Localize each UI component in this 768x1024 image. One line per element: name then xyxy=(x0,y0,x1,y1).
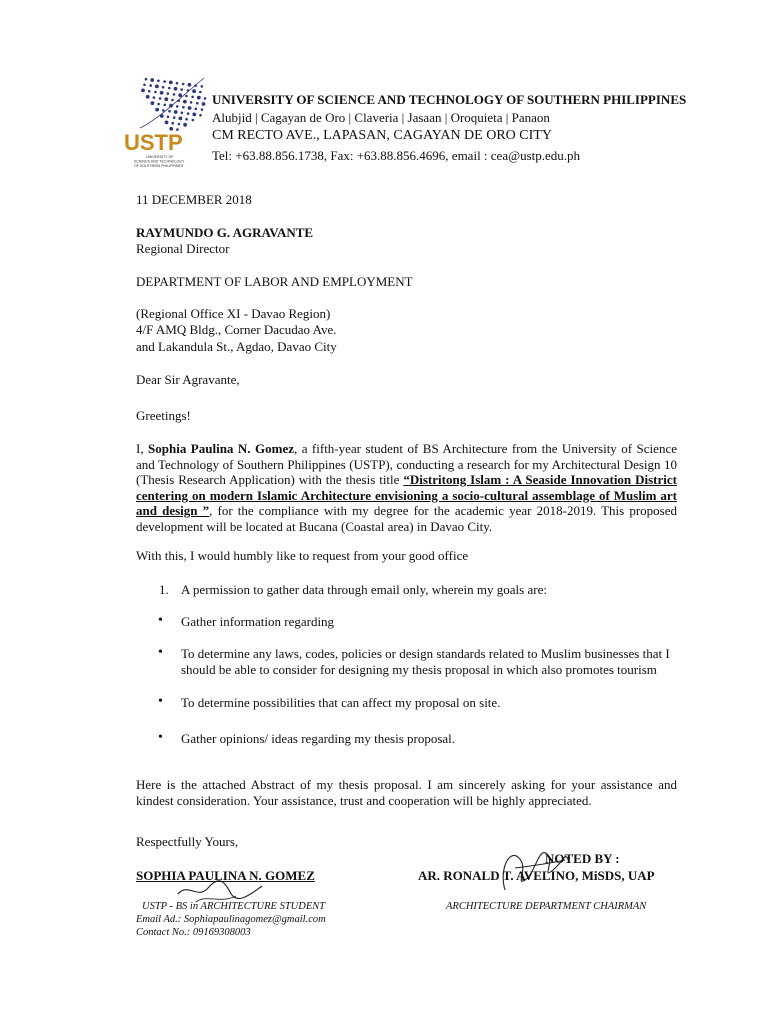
logo-dot xyxy=(181,112,184,115)
logo-dot xyxy=(176,82,179,85)
office-line-3: and Lakandula St., Agdao, Davao City xyxy=(136,339,337,354)
office-line-2: 4/F AMQ Bldg., Corner Dacudao Ave. xyxy=(136,322,337,337)
logo-dot xyxy=(145,78,148,81)
logo-dot xyxy=(174,87,178,91)
list-item-1: A permission to gather data through email only, wherein my goals are: xyxy=(181,582,547,597)
bullet-item-4: Gather opinions/ ideas regarding my thesis proposal. xyxy=(181,731,456,746)
logo-dot xyxy=(183,100,187,104)
logo-dot xyxy=(157,103,160,106)
logo-dot xyxy=(182,106,185,109)
logo-dot xyxy=(192,89,196,93)
ustp-logo xyxy=(120,68,210,173)
logo-dot xyxy=(160,91,164,95)
department-name: DEPARTMENT OF LABOR AND EMPLOYMENT xyxy=(136,274,413,289)
student-contact: Contact No.: 09169308003 xyxy=(136,927,251,938)
logo-dot xyxy=(143,84,146,87)
logo-dot xyxy=(191,96,194,99)
logo-dot xyxy=(178,93,182,97)
body-1-middle: , a fifth-year student of BS Architecture from the University of Science and Technology of Southern Philippines (USTP), conducting a research for my Architectural Design 10 (Thesis Research Application) with the thesis title xyxy=(136,441,677,487)
bullet-marker: • xyxy=(158,645,163,660)
logo-dot xyxy=(202,102,206,106)
university-name: UNIVERSITY OF SCIENCE AND TECHNOLOGY OF SOUTHERN PHILIPPINES xyxy=(212,92,687,107)
logo-dot xyxy=(162,109,165,112)
logo-dot xyxy=(153,96,156,99)
logo-dot xyxy=(171,99,174,102)
chairman-role: ARCHITECTURE DEPARTMENT CHAIRMAN xyxy=(446,901,647,912)
logo-dot xyxy=(196,102,199,105)
logo-subtext-1: UNIVERSITY OF xyxy=(146,155,174,159)
logo-dot xyxy=(192,113,196,117)
logo-dot xyxy=(149,84,152,87)
bullet-marker: • xyxy=(158,730,163,745)
logo-dot xyxy=(187,112,190,115)
logo-dot xyxy=(199,91,202,94)
greeting: Greetings! xyxy=(136,408,191,423)
recipient-title: Regional Director xyxy=(136,241,230,256)
logo-dot xyxy=(192,119,195,122)
logo-subtext-3: OF SOUTHERN PHILIPPINES xyxy=(134,164,184,168)
logo-dot xyxy=(204,97,207,100)
logo-dot xyxy=(185,95,188,98)
logo-dot xyxy=(188,83,192,87)
logo-dot xyxy=(154,91,157,94)
body-paragraph-1 xyxy=(136,441,677,534)
logo-dot xyxy=(148,90,151,93)
university-contact: Tel: +63.88.856.1738, Fax: +63.88.856.4696, email : cea@ustp.edu.ph xyxy=(212,148,581,163)
thesis-title: “Distritong Islam : A Seaside Innovation District centering on modern Islamic Architecture envisioning a socio-cultural assemblage of Muslim art and design ” xyxy=(136,472,677,518)
logo-dot xyxy=(157,80,160,83)
list-number: 1. xyxy=(159,582,169,597)
logo-dot xyxy=(167,92,170,95)
campus-list: Alubjid | Cagayan de Oro | Claveria | Jasaan | Oroquieta | Panaon xyxy=(212,110,550,125)
logo-dot xyxy=(178,123,181,126)
logo-dot xyxy=(164,97,168,101)
logo-dot xyxy=(201,108,204,111)
logo-dot xyxy=(185,118,188,121)
logo-dot xyxy=(176,105,179,108)
logo-dot xyxy=(150,78,154,82)
body-1-end: , for the compliance with my degree for the academic year 2018-2019. This proposed development will be located at Bucana (Coastal area) in Davao City. xyxy=(136,503,677,534)
logo-dot xyxy=(162,86,165,89)
logo-dot xyxy=(168,110,171,113)
logo-dot xyxy=(199,114,202,117)
logo-dot xyxy=(155,85,159,89)
logo-dot xyxy=(173,93,176,96)
letter-date: 11 DECEMBER 2018 xyxy=(136,192,252,207)
logo-dot xyxy=(201,85,204,88)
logo-dot xyxy=(167,116,170,119)
bullet-item-3: To determine possibilities that can affect my proposal on site. xyxy=(181,695,501,710)
logo-dot xyxy=(164,104,167,107)
logo-dot xyxy=(197,96,201,100)
student-role: USTP - BS in ARCHITECTURE STUDENT xyxy=(142,901,326,912)
bullet-marker: • xyxy=(158,694,163,709)
student-name-inline: Sophia Paulina N. Gomez xyxy=(148,441,294,456)
noted-by-label: NOTED BY : xyxy=(545,851,620,866)
logo-dot xyxy=(180,88,183,91)
logo-dot xyxy=(163,80,166,83)
bullet-marker: • xyxy=(158,613,163,628)
ustp-logo-graphic xyxy=(120,68,210,173)
logo-dot xyxy=(173,116,176,119)
logo-dot xyxy=(141,89,145,93)
logo-dot xyxy=(182,83,185,86)
logo-dot xyxy=(168,87,171,90)
logo-dot xyxy=(190,101,193,104)
recipient-name: RAYMUNDO G. AGRAVANTE xyxy=(136,225,314,240)
chairman-name: AR. RONALD T. AVELINO, MiSDS, UAP xyxy=(418,868,655,883)
logo-dot xyxy=(165,121,169,125)
body-paragraph-2: With this, I would humbly like to request from your good office xyxy=(136,548,469,563)
body-paragraph-3: Here is the attached Abstract of my thesis proposal. I am sincerely asking for your assistance and kindest consideration. Your assistance, trust and cooperation will be highly appreciated. xyxy=(136,777,677,808)
university-address: CM RECTO AVE., LAPASAN, CAGAYAN DE ORO CITY xyxy=(212,128,552,143)
salutation: Dear Sir Agravante, xyxy=(136,372,240,387)
logo-dot xyxy=(151,101,155,105)
logo-dot xyxy=(155,108,159,112)
logo-dot xyxy=(195,108,198,111)
student-email: Email Ad.: Sophiapaulinagomez@gmail.com xyxy=(136,914,326,925)
logo-text: USTP xyxy=(124,130,183,155)
logo-dot xyxy=(174,110,178,114)
logo-dot xyxy=(146,95,150,99)
bullet-item-1: Gather information regarding xyxy=(181,614,335,629)
logo-dot xyxy=(169,81,173,85)
logo-dot xyxy=(159,97,162,100)
logo-dot xyxy=(183,123,187,127)
logo-dot xyxy=(171,122,174,125)
logo-dot xyxy=(179,117,183,121)
bullet-item-2: To determine any laws, codes, policies or design standards related to Muslim businesses that I should be able to consider for designing my thesis proposal in which also promotes tourism xyxy=(181,646,670,677)
logo-dot xyxy=(188,106,192,110)
office-line-1: (Regional Office XI - Davao Region) xyxy=(136,306,331,321)
student-name-signature: SOPHIA PAULINA N. GOMEZ xyxy=(136,868,315,883)
body-1-intro: I, xyxy=(136,441,149,456)
logo-subtext-2: SCIENCE AND TECHNOLOGY xyxy=(134,159,185,164)
closing: Respectfully Yours, xyxy=(136,834,239,849)
